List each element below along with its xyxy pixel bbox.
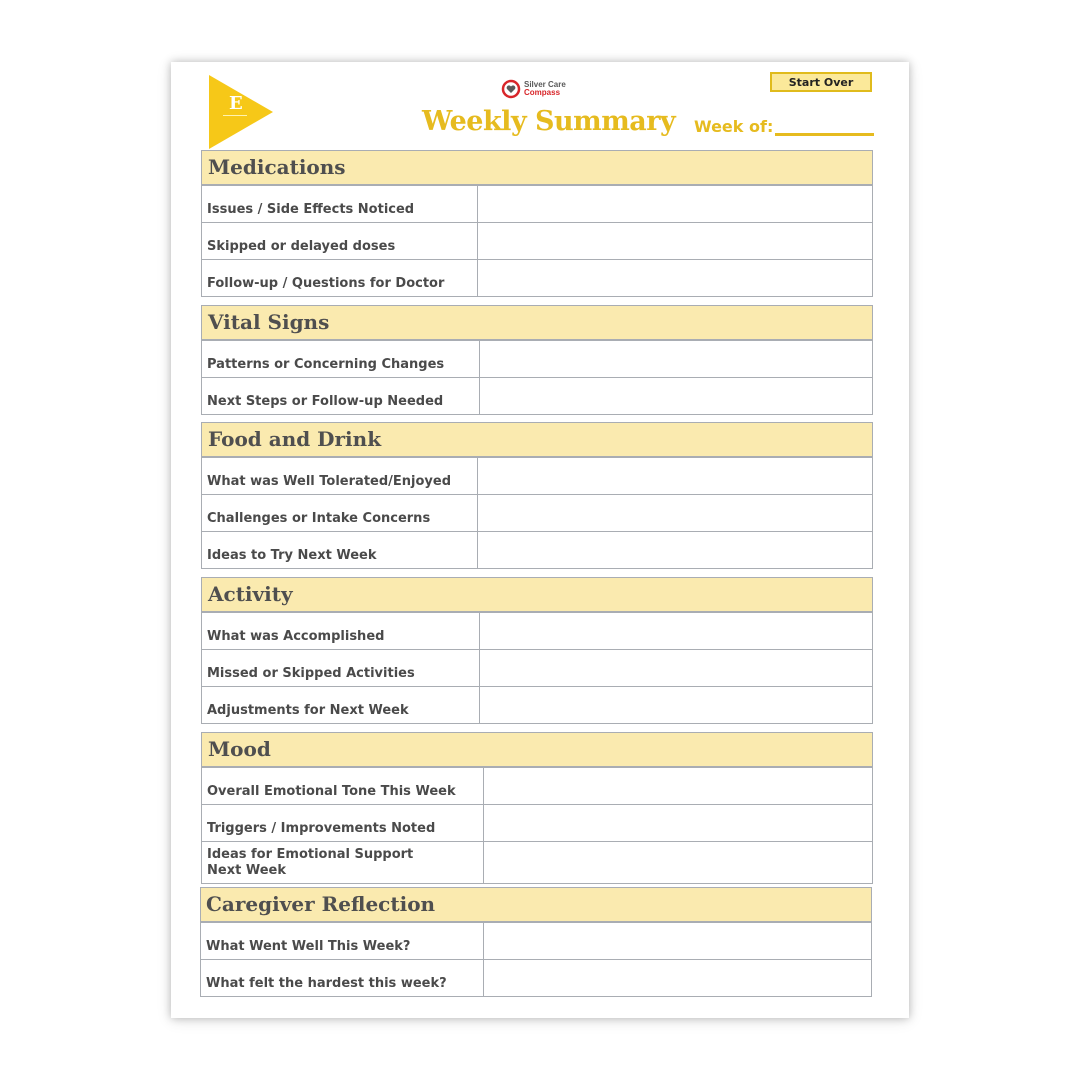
row-label: Next Steps or Follow-up Needed [202, 378, 480, 414]
section-title: Vital Signs [202, 306, 872, 340]
table-row [202, 612, 872, 649]
table-row [202, 804, 872, 841]
brand-logo [501, 78, 566, 100]
table-row [202, 494, 872, 531]
row-label: Patterns or Concerning Changes [202, 341, 480, 377]
row-label: What was Well Tolerated/Enjoyed [202, 458, 478, 494]
row-value-field[interactable] [478, 186, 872, 222]
logo-letter: E [229, 93, 243, 114]
row-value-field[interactable] [484, 842, 872, 883]
section-title: Mood [202, 733, 872, 767]
table-row [201, 922, 871, 959]
row-value-field[interactable] [478, 532, 872, 568]
row-value-field[interactable] [480, 378, 872, 414]
table-row [202, 340, 872, 377]
section-vital-signs [201, 305, 873, 415]
page-title: Weekly Summary [422, 106, 676, 137]
table-row [202, 531, 872, 568]
row-value-field[interactable] [480, 613, 872, 649]
row-label: Challenges or Intake Concerns [202, 495, 478, 531]
row-value-field[interactable] [478, 458, 872, 494]
row-label: Missed or Skipped Activities [202, 650, 480, 686]
section-food-and-drink [201, 422, 873, 569]
table-row [202, 185, 872, 222]
section-medications [201, 150, 873, 297]
row-label: Ideas to Try Next Week [202, 532, 478, 568]
row-value-field[interactable] [484, 960, 871, 996]
table-row [202, 222, 872, 259]
table-row [202, 841, 872, 883]
heart-badge-icon [501, 79, 521, 99]
row-label: What was Accomplished [202, 613, 480, 649]
section-title: Food and Drink [202, 423, 872, 457]
flag-icon [209, 75, 273, 149]
row-value-field[interactable] [480, 687, 872, 723]
row-value-field[interactable] [484, 805, 872, 841]
row-label: Skipped or delayed doses [202, 223, 478, 259]
row-label-text: Ideas for Emotional Support Next Week [207, 846, 414, 878]
section-title: Activity [202, 578, 872, 612]
row-value-field[interactable] [478, 495, 872, 531]
table-row [202, 259, 872, 296]
row-label: Overall Emotional Tone This Week [202, 768, 484, 804]
row-label: What Went Well This Week? [201, 923, 484, 959]
section-mood [201, 732, 873, 884]
table-row [202, 649, 872, 686]
table-row [202, 377, 872, 414]
section-title: Medications [202, 151, 872, 185]
table-row [202, 457, 872, 494]
week-of-field[interactable] [775, 133, 874, 136]
table-row [201, 959, 871, 996]
row-label: Adjustments for Next Week [202, 687, 480, 723]
table-row [202, 767, 872, 804]
row-label: Issues / Side Effects Noticed [202, 186, 478, 222]
brand-line2: Compass [524, 88, 561, 97]
row-value-field[interactable] [480, 650, 872, 686]
worksheet-page [171, 62, 909, 1018]
week-of-label: Week of: [694, 117, 774, 136]
row-value-field[interactable] [478, 260, 872, 296]
start-over-button[interactable]: Start Over [770, 72, 872, 92]
row-value-field[interactable] [480, 341, 872, 377]
row-value-field[interactable] [484, 923, 871, 959]
row-label: What felt the hardest this week? [201, 960, 484, 996]
section-activity [201, 577, 873, 724]
row-label: Triggers / Improvements Noted [202, 805, 484, 841]
section-title: Caregiver Reflection [201, 888, 871, 922]
row-label: Follow-up / Questions for Doctor [202, 260, 478, 296]
brand-line1: Silver Care [524, 80, 566, 89]
row-value-field[interactable] [484, 768, 872, 804]
table-row [202, 686, 872, 723]
row-value-field[interactable] [478, 223, 872, 259]
section-caregiver-reflection [200, 887, 872, 997]
row-label [202, 842, 484, 883]
